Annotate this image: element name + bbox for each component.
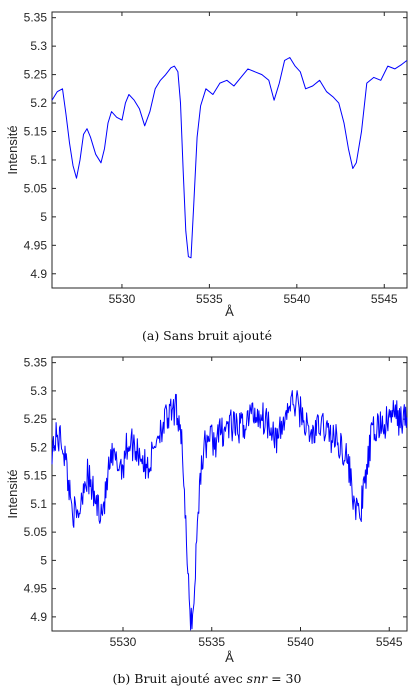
- chart-b-noise-snr30: [5, 356, 407, 665]
- y-tick-label: 5.2: [30, 440, 47, 455]
- caption-b-math: snr: [246, 671, 268, 686]
- y-tick-label: 5.05: [23, 181, 47, 196]
- chart-a-no-noise: [5, 11, 407, 319]
- y-tick-label: 5: [40, 209, 47, 224]
- y-tick-label: 5.1: [30, 152, 47, 167]
- x-tick-label: 5530: [109, 635, 137, 649]
- x-tick-label: 5545: [375, 635, 403, 649]
- caption-b-prefix: (b) Bruit ajouté avec: [112, 671, 247, 686]
- plot-area-frame: [52, 12, 407, 288]
- x-axis-label: Å: [225, 304, 234, 319]
- x-tick-label: 5540: [287, 635, 314, 649]
- x-tick-label: 5530: [108, 292, 136, 306]
- y-tick-label: 4.9: [30, 266, 47, 281]
- caption-b: [113, 671, 302, 686]
- y-tick-label: 5.3: [30, 39, 47, 54]
- y-tick-label: 5.05: [23, 525, 47, 540]
- caption-b-suffix: = 30: [267, 671, 302, 686]
- y-tick-label: 5.2: [30, 96, 47, 111]
- y-tick-label: 4.95: [23, 238, 47, 253]
- y-tick-label: 5.15: [23, 124, 47, 139]
- x-tick-label: 5535: [198, 635, 226, 649]
- y-tick-label: 5.35: [23, 10, 47, 25]
- y-tick-label: 5: [40, 553, 47, 568]
- x-tick-label: 5535: [196, 292, 223, 306]
- y-tick-label: 5.15: [23, 468, 47, 483]
- y-axis-label: Intensité: [5, 469, 20, 519]
- y-tick-label: 5.25: [23, 67, 47, 82]
- y-axis-label: Intensité: [5, 125, 20, 175]
- y-tick-label: 4.9: [30, 609, 47, 624]
- x-tick-label: 5545: [370, 292, 398, 306]
- y-tick-label: 5.25: [23, 412, 47, 427]
- caption-a: (a) Sans bruit ajouté: [142, 328, 272, 343]
- y-tick-label: 5.35: [23, 355, 47, 370]
- y-tick-label: 4.95: [23, 581, 47, 596]
- x-tick-label: 5540: [283, 292, 311, 306]
- y-tick-label: 5.1: [30, 496, 47, 511]
- y-tick-label: 5.3: [30, 383, 47, 398]
- x-axis-label: Å: [225, 650, 234, 665]
